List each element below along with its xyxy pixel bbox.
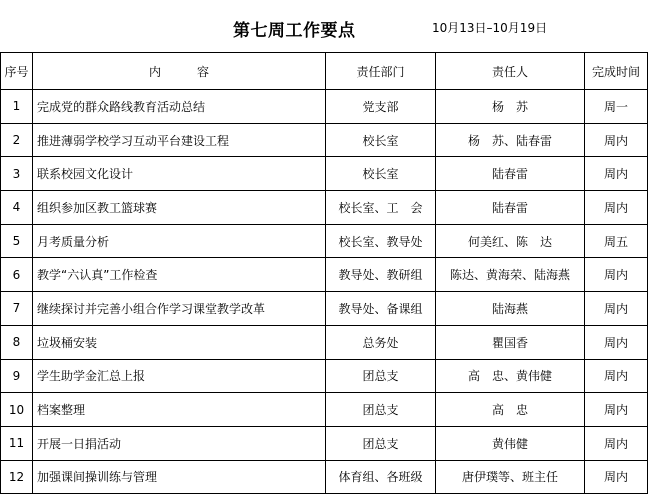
row-number: 1 xyxy=(1,90,33,124)
task-content: 联系校园文化设计 xyxy=(33,157,326,191)
work-schedule-table xyxy=(0,52,648,494)
date-range: 10月13日–10月19日 xyxy=(432,21,548,35)
document-header xyxy=(0,0,650,48)
responsible-department: 教导处、教研组 xyxy=(326,258,436,292)
table-row xyxy=(1,90,648,124)
responsible-person: 陈达、黄海荣、陆海燕 xyxy=(436,258,585,292)
responsible-department: 校长室 xyxy=(326,157,436,191)
responsible-person: 黄伟健 xyxy=(436,426,585,460)
row-number: 4 xyxy=(1,191,33,225)
row-number: 8 xyxy=(1,325,33,359)
table-row xyxy=(1,157,648,191)
document-title: 第七周工作要点 xyxy=(233,21,356,41)
responsible-department: 团总支 xyxy=(326,426,436,460)
task-content: 开展一日捐活动 xyxy=(33,426,326,460)
deadline: 周一 xyxy=(585,90,648,124)
row-number: 7 xyxy=(1,292,33,326)
deadline: 周内 xyxy=(585,393,648,427)
deadline: 周内 xyxy=(585,325,648,359)
table-row xyxy=(1,426,648,460)
task-content: 垃圾桶安装 xyxy=(33,325,326,359)
row-number: 5 xyxy=(1,224,33,258)
deadline: 周内 xyxy=(585,157,648,191)
table-row xyxy=(1,258,648,292)
task-content: 教学“六认真”工作检查 xyxy=(33,258,326,292)
responsible-person: 杨 苏、陆春雷 xyxy=(436,123,585,157)
deadline: 周五 xyxy=(585,224,648,258)
table-row xyxy=(1,325,648,359)
task-content: 档案整理 xyxy=(33,393,326,427)
deadline: 周内 xyxy=(585,292,648,326)
responsible-person: 陆春雷 xyxy=(436,191,585,225)
responsible-department: 校长室 xyxy=(326,123,436,157)
deadline: 周内 xyxy=(585,359,648,393)
row-number: 9 xyxy=(1,359,33,393)
responsible-department: 教导处、备课组 xyxy=(326,292,436,326)
task-content: 组织参加区教工篮球赛 xyxy=(33,191,326,225)
deadline: 周内 xyxy=(585,191,648,225)
responsible-person: 陆海燕 xyxy=(436,292,585,326)
responsible-department: 校长室、工 会 xyxy=(326,191,436,225)
row-number: 2 xyxy=(1,123,33,157)
deadline: 周内 xyxy=(585,460,648,494)
row-number: 6 xyxy=(1,258,33,292)
table-row xyxy=(1,292,648,326)
row-number: 12 xyxy=(1,460,33,494)
table-row xyxy=(1,123,648,157)
responsible-department: 校长室、教导处 xyxy=(326,224,436,258)
deadline: 周内 xyxy=(585,258,648,292)
deadline: 周内 xyxy=(585,426,648,460)
task-content: 加强课间操训练与管理 xyxy=(33,460,326,494)
responsible-department: 团总支 xyxy=(326,393,436,427)
table-row xyxy=(1,393,648,427)
responsible-person: 陆春雷 xyxy=(436,157,585,191)
column-header-department: 责任部门 xyxy=(326,53,436,90)
task-content: 推进薄弱学校学习互动平台建设工程 xyxy=(33,123,326,157)
responsible-person: 瞿国香 xyxy=(436,325,585,359)
table-row xyxy=(1,359,648,393)
column-header-deadline: 完成时间 xyxy=(585,53,648,90)
responsible-department: 体育组、各班级 xyxy=(326,460,436,494)
task-content: 继续探讨并完善小组合作学习课堂教学改革 xyxy=(33,292,326,326)
table-row xyxy=(1,191,648,225)
responsible-person: 唐伊璞等、班主任 xyxy=(436,460,585,494)
table-row xyxy=(1,224,648,258)
responsible-department: 党支部 xyxy=(326,90,436,124)
responsible-person: 何美红、陈 达 xyxy=(436,224,585,258)
responsible-person: 杨 苏 xyxy=(436,90,585,124)
responsible-person: 高 忠、黄伟健 xyxy=(436,359,585,393)
row-number: 10 xyxy=(1,393,33,427)
table-header-row xyxy=(1,53,648,90)
deadline: 周内 xyxy=(585,123,648,157)
row-number: 3 xyxy=(1,157,33,191)
column-header-number: 序号 xyxy=(1,53,33,90)
responsible-department: 团总支 xyxy=(326,359,436,393)
responsible-department: 总务处 xyxy=(326,325,436,359)
column-header-person: 责任人 xyxy=(436,53,585,90)
row-number: 11 xyxy=(1,426,33,460)
task-content: 学生助学金汇总上报 xyxy=(33,359,326,393)
column-header-content: 内 容 xyxy=(33,53,326,90)
task-content: 月考质量分析 xyxy=(33,224,326,258)
responsible-person: 高 忠 xyxy=(436,393,585,427)
table-row xyxy=(1,460,648,494)
task-content: 完成党的群众路线教育活动总结 xyxy=(33,90,326,124)
table-body xyxy=(1,90,648,494)
